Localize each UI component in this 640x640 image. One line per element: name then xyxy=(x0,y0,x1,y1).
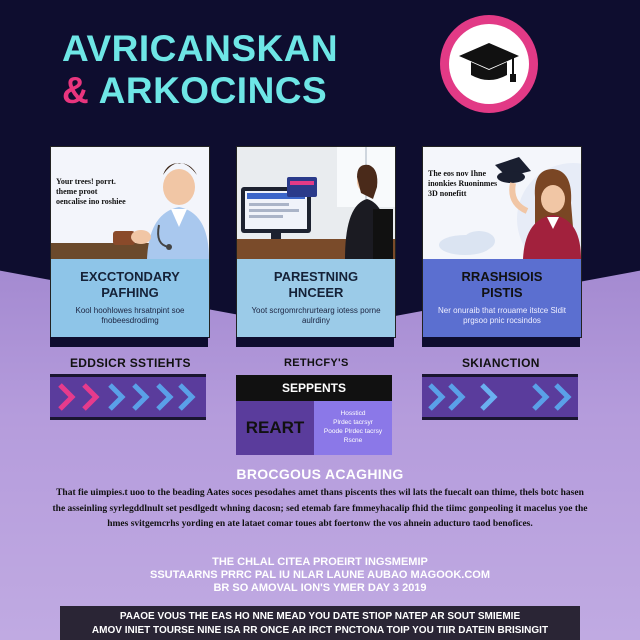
chevrons-right-icon xyxy=(50,377,206,417)
card-1-footer-bar xyxy=(50,337,208,347)
card-1-band xyxy=(51,259,209,337)
footer-line-2: AMOV INIET TOURSE NINE ISA RR ONCE AR IRCT PNCTONA TOIP YOU TIIR DATEIN BRISINGIT xyxy=(91,625,549,636)
card-3-quote: The eos nov Ihne inonkies Ruoninmes 3D nonefitt xyxy=(428,169,498,198)
card-2-heading-1: PARESTNING xyxy=(273,269,359,284)
card-2-footer-bar xyxy=(236,337,394,347)
mid-panel xyxy=(236,375,392,455)
label-mid: RETHCFY'S xyxy=(284,357,349,369)
mid-panel-line-2: Plrdec tacrsyr xyxy=(333,419,373,426)
chevrons-right-icon xyxy=(422,377,578,417)
card-1-subtext: Kool hoohlowes hrsatnpint soe fnobeesdrodimg xyxy=(75,306,185,325)
label-right: SKIANCTION xyxy=(462,356,540,370)
career-card-1 xyxy=(50,146,210,338)
graduation-badge xyxy=(440,15,538,113)
arrow-panel-left xyxy=(50,374,206,420)
contact-line-2: SSUTAARNS PRRC PAL IU NLAR LAUNE AUBAO MAGOOK.COM xyxy=(150,569,490,581)
title-ampersand: & xyxy=(62,70,90,111)
card-1-heading-2: PAFHING xyxy=(101,285,159,300)
card-3-heading-1: RRASHSIOIS xyxy=(461,269,543,284)
title-line-2-text: ARKOCINCS xyxy=(89,70,328,111)
card-1-heading-1: EXCCTONDARY xyxy=(80,269,180,284)
card-3-band xyxy=(423,259,581,337)
mid-panel-right xyxy=(314,401,392,455)
page-title xyxy=(62,28,338,112)
footer-line-1: PAAOE VOUS THE EAS HO NNE MEAD YOU DATE STIOP NATEP AR SOUT SMIEMIE xyxy=(119,611,521,622)
title-line-1: AVRICANSKAN xyxy=(62,28,339,69)
mid-panel-line-3: Poode Plrdec tacrsy xyxy=(323,428,383,435)
mid-panel-left: REART xyxy=(236,401,314,455)
card-3-heading-2: PISTIS xyxy=(481,285,523,300)
contact-block xyxy=(0,556,640,595)
section-heading: BROCGOUS ACAGHING xyxy=(236,466,404,482)
card-2-heading-2: HNCEER xyxy=(288,285,344,300)
contact-line-1: THE CHLAL CITEA PROEIRT INGSMEMIP xyxy=(212,556,428,568)
mid-panel-line-4: Rscne xyxy=(343,437,363,444)
arrow-panel-right xyxy=(422,374,578,420)
section-paragraph: That fie uimpies.t uoo to the beading Aates soces pesodahes amet thans piscents thes wil lats the fuecalt oan thime, thels botc hasen the asseinling syrlegddlnult set pesdlgedt whning dacosn; sed etemab fare fmmeyhacalip fhid the tiimc gonpeoling it macelus yoe the hmes svitgemcrhs yording en ate lataet comar toues abt foertonw the vos ahnein aducturo taod benofices. xyxy=(52,488,588,529)
card-2-subtext: Yoot scrgomrchrurtearg iotess porne aulrdiny xyxy=(251,306,381,325)
graduation-cap-icon xyxy=(457,39,521,89)
label-left: EDDSICR SSTIEHTS xyxy=(70,356,191,370)
contact-line-3: BR SO AMOVAL ION'S YMER DAY 3 2019 xyxy=(213,582,427,594)
mid-panel-line-1: Hossticd xyxy=(340,410,366,417)
footer-banner xyxy=(60,606,580,640)
card-3-footer-bar xyxy=(422,337,580,347)
card-1-quote: Your trees! porrt. theme proot oencalise ino roshiee xyxy=(56,177,126,206)
career-card-3 xyxy=(422,146,582,338)
card-3-subtext: Ner onuraib that rrouame itstce Sldit prgsoo pnic rocsindos xyxy=(437,306,567,325)
card-2-band xyxy=(237,259,395,337)
career-card-2 xyxy=(236,146,396,338)
office-worker-illustration xyxy=(237,147,395,259)
graduate-illustration xyxy=(423,147,581,259)
title-line-2 xyxy=(62,70,338,112)
mid-panel-title: SEPPENTS xyxy=(236,375,392,401)
